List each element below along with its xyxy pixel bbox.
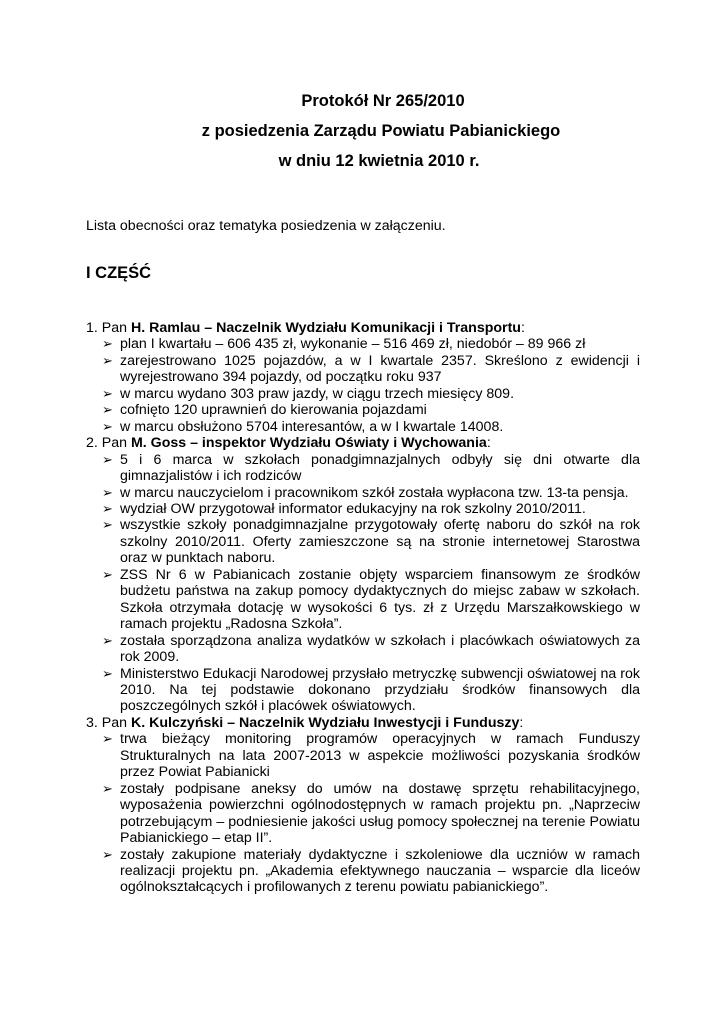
speaker-name: H. Ramlau – Naczelnik Wydziału Komunikacji i Transportu: [130, 320, 521, 336]
section-heading: I CZĘŚĆ: [86, 264, 152, 282]
item-suffix: :: [486, 435, 491, 452]
protocol-number: Protokół Nr 265/2010: [301, 92, 465, 110]
list-item-text: zarejestrowano 1025 pojazdów, a w I kwartale 2357. Skreślono z ewidencji i wyrejestrowano 394 pojazdy, od początku roku 937: [120, 352, 640, 386]
arrow-bullet-icon: ➢: [102, 731, 113, 747]
item-prefix: 3. Pan: [86, 714, 131, 731]
arrow-bullet-icon: ➢: [102, 402, 113, 418]
agenda-item: [86, 715, 640, 896]
item-suffix: :: [520, 320, 525, 336]
list-item-text: w marcu obsłużono 5704 interesantów, a w I kwartale 14008.: [120, 418, 504, 435]
list-item-text: została sporządzona analiza wydatków w szkołach i placówkach oświatowych za rok 2009.: [120, 632, 640, 666]
document-title: [0, 86, 724, 176]
agenda-item-heading: [86, 435, 640, 451]
arrow-bullet-icon: ➢: [102, 484, 113, 500]
list-item-text: ZSS Nr 6 w Pabianicach zostanie objęty wsparciem finansowym ze środków budżetu państwa na zakup pomocy dydaktycznych do miejsc zabaw w szkołach. Szkoła otrzymała dotację w wysokości 6 tys. zł z Urzędu Marszałkowskiego w ramach projektu „Radosna Szkoła”.: [120, 566, 640, 633]
list-item: [86, 633, 640, 666]
arrow-bullet-icon: ➢: [102, 336, 113, 352]
bullet-list: [86, 731, 640, 896]
meeting-subtitle: z posiedzenia Zarządu Powiatu Pabianickiego: [201, 122, 561, 140]
arrow-bullet-icon: ➢: [102, 385, 113, 401]
arrow-bullet-icon: ➢: [102, 500, 113, 516]
arrow-bullet-icon: ➢: [102, 665, 113, 681]
agenda-item-heading: [86, 320, 640, 336]
list-item-text: w marcu wydano 303 praw jazdy, w ciągu trzech miesięcy 809.: [120, 385, 515, 402]
list-item-text: Ministerstwo Edukacji Narodowej przysłało metryczkę subwencji oświatowej na rok 2010. Na tej podstawie dokonano przydziału środków finansowych dla poszczególnych szkół i placówek oświatowych.: [120, 665, 640, 715]
agenda-item: [86, 320, 640, 435]
intro-text: Lista obecności oraz tematyka posiedzenia w załączeniu.: [86, 218, 446, 234]
arrow-bullet-icon: ➢: [102, 352, 113, 368]
list-item: [86, 731, 640, 780]
list-item-text: zostały zakupione materiały dydaktyczne i szkoleniowe dla uczniów w ramach realizacji projektu pn. „Akademia efektywnego nauczania – wsparcie dla liceów ogólnokształcących i profilowanych z terenu powiatu pabianickiego”.: [120, 846, 640, 896]
list-item-text: wszystkie szkoły ponadgimnazjalne przygotowały ofertę naboru do szkół na rok szkolny 2010/2011. Oferty zamieszczone są na stronie internetowej Starostwa oraz w punktach naboru.: [120, 517, 640, 567]
arrow-bullet-icon: ➢: [102, 418, 113, 434]
item-suffix: :: [519, 714, 524, 731]
list-item: [86, 501, 640, 517]
list-item: [86, 485, 640, 501]
arrow-bullet-icon: ➢: [102, 846, 113, 862]
list-item: [86, 386, 640, 402]
list-item: [86, 517, 640, 566]
list-item-text: plan I kwartału – 606 435 zł, wykonanie – 516 469 zł, niedobór – 89 966 zł: [120, 336, 586, 353]
list-item-text: wydział OW przygotował informator edukacyjny na rok szkolny 2010/2011.: [120, 500, 586, 517]
list-item-text: cofnięto 120 uprawnień do kierowania pojazdami: [120, 402, 427, 419]
list-item: [86, 402, 640, 418]
item-prefix: 1. Pan: [86, 320, 131, 336]
speaker-name: M. Goss – inspektor Wydziału Oświaty i Wychowania: [130, 435, 487, 452]
list-item-text: 5 i 6 marca w szkołach ponadgimnazjalnych odbyły się dni otwarte dla gimnazjalistów i ich rodziców: [120, 451, 640, 485]
list-item-text: zostały podpisane aneksy do umów na dostawę sprzętu rehabilitacyjnego, wyposażenia powierzchni ogólnodostępnych w ramach projektu pn. „Naprzeciw potrzebującym – podniesienie jakości usług pomocy społecznej na terenie Powiatu Pabianickiego – etap II”.: [120, 780, 640, 847]
list-item: [86, 353, 640, 386]
arrow-bullet-icon: ➢: [102, 517, 113, 533]
speaker-name: K. Kulczyński – Naczelnik Wydziału Inwestycji i Funduszy: [130, 714, 520, 731]
bullet-list: [86, 452, 640, 715]
list-item: [86, 567, 640, 633]
item-prefix: 2. Pan: [86, 435, 131, 452]
arrow-bullet-icon: ➢: [102, 632, 113, 648]
agenda-content: [86, 320, 640, 896]
agenda-item-heading: [86, 715, 640, 731]
list-item: [86, 452, 640, 485]
arrow-bullet-icon: ➢: [102, 451, 113, 467]
list-item: [86, 781, 640, 847]
bullet-list: [86, 336, 640, 435]
meeting-date: w dniu 12 kwietnia 2010 r.: [278, 152, 480, 170]
agenda-item: [86, 435, 640, 715]
arrow-bullet-icon: ➢: [102, 566, 113, 582]
list-item: [86, 847, 640, 896]
list-item: [86, 419, 640, 435]
arrow-bullet-icon: ➢: [102, 780, 113, 796]
list-item-text: w marcu nauczycielom i pracownikom szkół została wypłacona tzw. 13-ta pensja.: [120, 484, 629, 501]
list-item: [86, 336, 640, 352]
list-item-text: trwa bieżący monitoring programów operacyjnych w ramach Funduszy Strukturalnych na lata 2007-2013 w aspekcie możliwości pozyskania środków przez Powiat Pabianicki: [120, 731, 640, 781]
list-item: [86, 666, 640, 715]
